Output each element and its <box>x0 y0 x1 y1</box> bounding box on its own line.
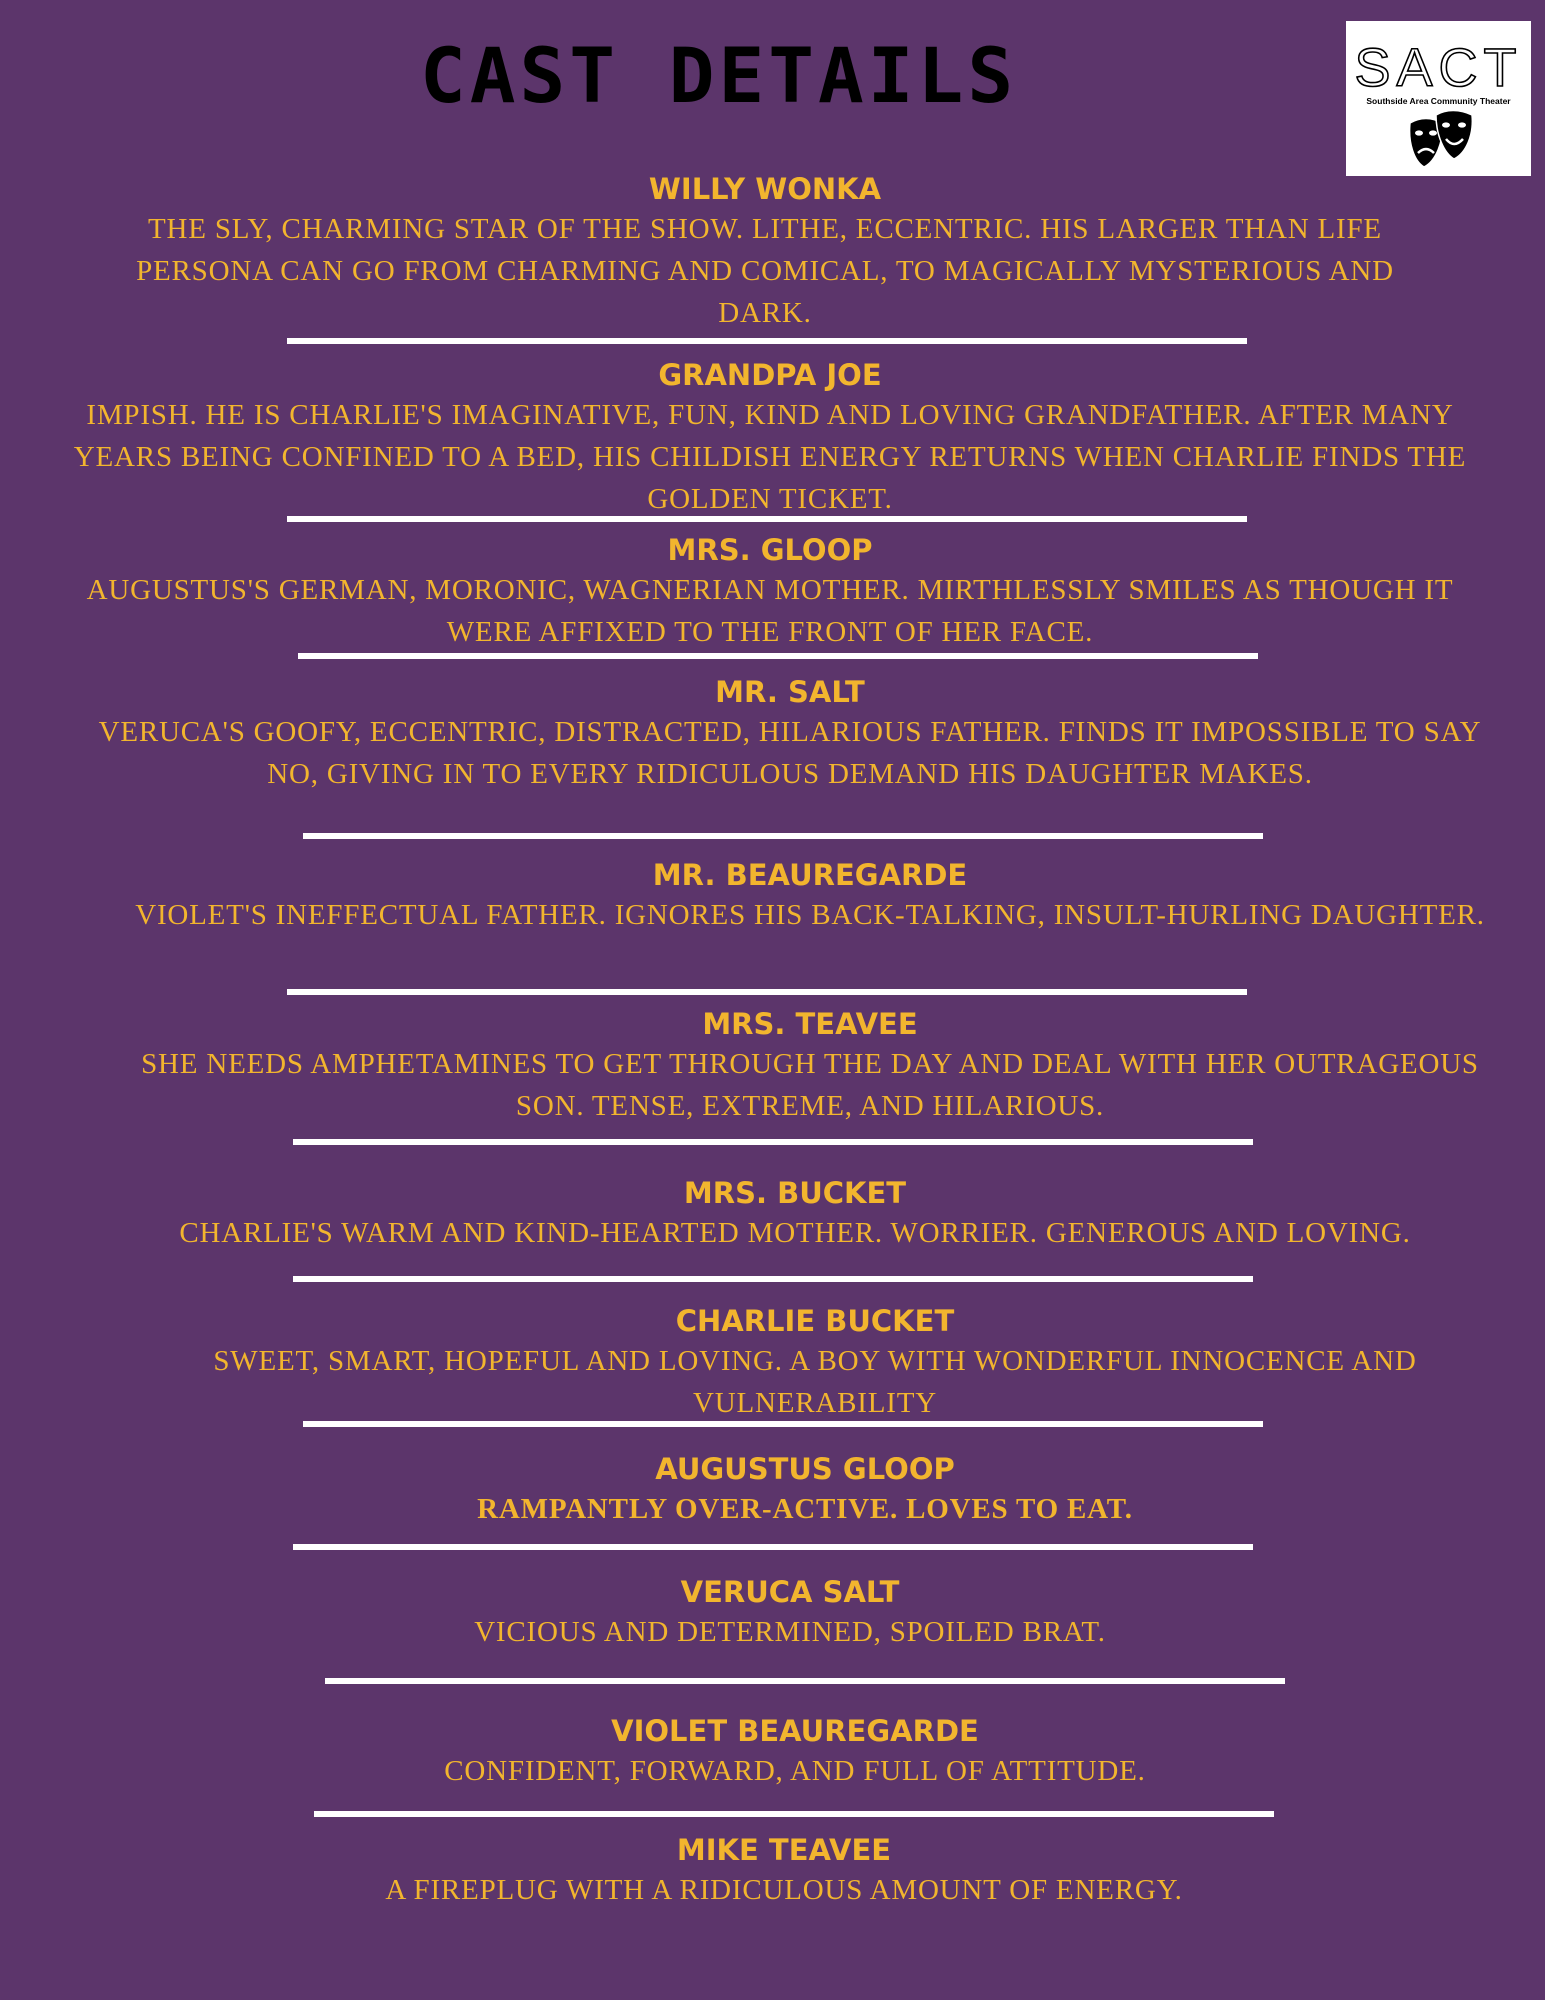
cast-entry-charlie-bucket <box>95 1303 1535 1424</box>
logo-subtitle: Southside Area Community Theater <box>1366 96 1511 106</box>
role-name: VERUCA SALT <box>680 1575 900 1609</box>
cast-entry-veruca-salt <box>60 1574 1520 1653</box>
cast-entry-augustus-gloop <box>60 1451 1545 1530</box>
role-name: MR. BEAUREGARDE <box>652 858 968 892</box>
divider <box>303 833 1263 839</box>
role-name: MR. SALT <box>715 675 865 709</box>
role-name: MIKE TEAVEE <box>676 1833 892 1867</box>
role-description: VERUCA'S GOOFY, ECCENTRIC, DISTRACTED, HILARIOUS FATHER. FINDS IT IMPOSSIBLE TO SAY NO, GIVING IN TO EVERY RIDICULOUS DEMAND HIS DAUGHTER MAKES. <box>98 716 1482 790</box>
role-description: THE SLY, CHARMING STAR OF THE SHOW. LITHE, ECCENTRIC. HIS LARGER THAN LIFE PERSONA CAN GO FROM CHARMING AND COMICAL, TO MAGICALLY MYSTERIOUS AND DARK. <box>136 213 1394 329</box>
cast-entry-mr-salt <box>70 674 1510 795</box>
role-description: SWEET, SMART, HOPEFUL AND LOVING. A BOY WITH WONDERFUL INNOCENCE AND VULNERABILITY <box>213 1345 1417 1419</box>
divider <box>325 1678 1285 1684</box>
role-name: AUGUSTUS GLOOP <box>655 1452 955 1486</box>
role-name: MRS. GLOOP <box>667 533 873 567</box>
role-description: RAMPANTLY OVER-ACTIVE. LOVES TO EAT. <box>477 1493 1133 1525</box>
role-description: SHE NEEDS AMPHETAMINES TO GET THROUGH THE DAY AND DEAL WITH HER OUTRAGEOUS SON. TENSE, EXTREME, AND HILARIOUS. <box>141 1048 1479 1122</box>
role-description: A FIREPLUG WITH A RIDICULOUS AMOUNT OF ENERGY. <box>385 1874 1183 1906</box>
role-description: VIOLET'S INEFFECTUAL FATHER. IGNORES HIS BACK-TALKING, INSULT-HURLING DAUGHTER. <box>135 899 1485 931</box>
cast-entry-willy-wonka <box>80 171 1450 334</box>
cast-entry-mrs-teavee <box>110 1006 1510 1127</box>
role-description: CHARLIE'S WARM AND KIND-HEARTED MOTHER. WORRIER. GENEROUS AND LOVING. <box>179 1217 1411 1249</box>
divider <box>287 338 1247 344</box>
divider <box>293 1276 1253 1282</box>
role-description: IMPISH. HE IS CHARLIE'S IMAGINATIVE, FUN, KIND AND LOVING GRANDFATHER. AFTER MANY YEARS BEING CONFINED TO A BED, HIS CHILDISH ENERGY RETURNS WHEN CHARLIE FINDS THE GOLDEN TICKET. <box>73 399 1467 515</box>
role-name: MRS. BUCKET <box>683 1176 907 1210</box>
role-name: WILLY WONKA <box>648 172 882 206</box>
divider <box>293 1139 1253 1145</box>
role-description: CONFIDENT, FORWARD, AND FULL OF ATTITUDE. <box>444 1755 1146 1787</box>
role-name: MRS. TEAVEE <box>702 1007 918 1041</box>
cast-entry-violet-beauregarde <box>60 1713 1530 1792</box>
role-description: VICIOUS AND DETERMINED, SPOILED BRAT. <box>474 1616 1106 1648</box>
divider <box>287 516 1247 522</box>
role-name: CHARLIE BUCKET <box>675 1304 955 1338</box>
role-name: GRANDPA JOE <box>658 358 882 392</box>
role-name: VIOLET BEAUREGARDE <box>611 1714 979 1748</box>
divider <box>287 989 1247 995</box>
divider <box>303 1421 1263 1427</box>
cast-entry-mr-beauregarde <box>100 857 1520 936</box>
logo-name: SACT <box>1354 38 1523 98</box>
role-description: AUGUSTUS'S GERMAN, MORONIC, WAGNERIAN MOTHER. MIRTHLESSLY SMILES AS THOUGH IT WERE AFFIXED TO THE FRONT OF HER FACE. <box>86 574 1454 648</box>
divider <box>298 653 1258 659</box>
sact-logo <box>1346 21 1531 176</box>
cast-entry-mike-teavee <box>60 1832 1508 1911</box>
divider <box>293 1544 1253 1550</box>
divider <box>314 1811 1274 1817</box>
cast-entry-grandpa-joe <box>60 357 1480 520</box>
page-title: CAST DETAILS <box>420 31 1018 120</box>
cast-entry-mrs-bucket <box>60 1175 1530 1254</box>
theater-masks-icon <box>1406 109 1476 171</box>
cast-entry-mrs-gloop <box>60 532 1480 653</box>
